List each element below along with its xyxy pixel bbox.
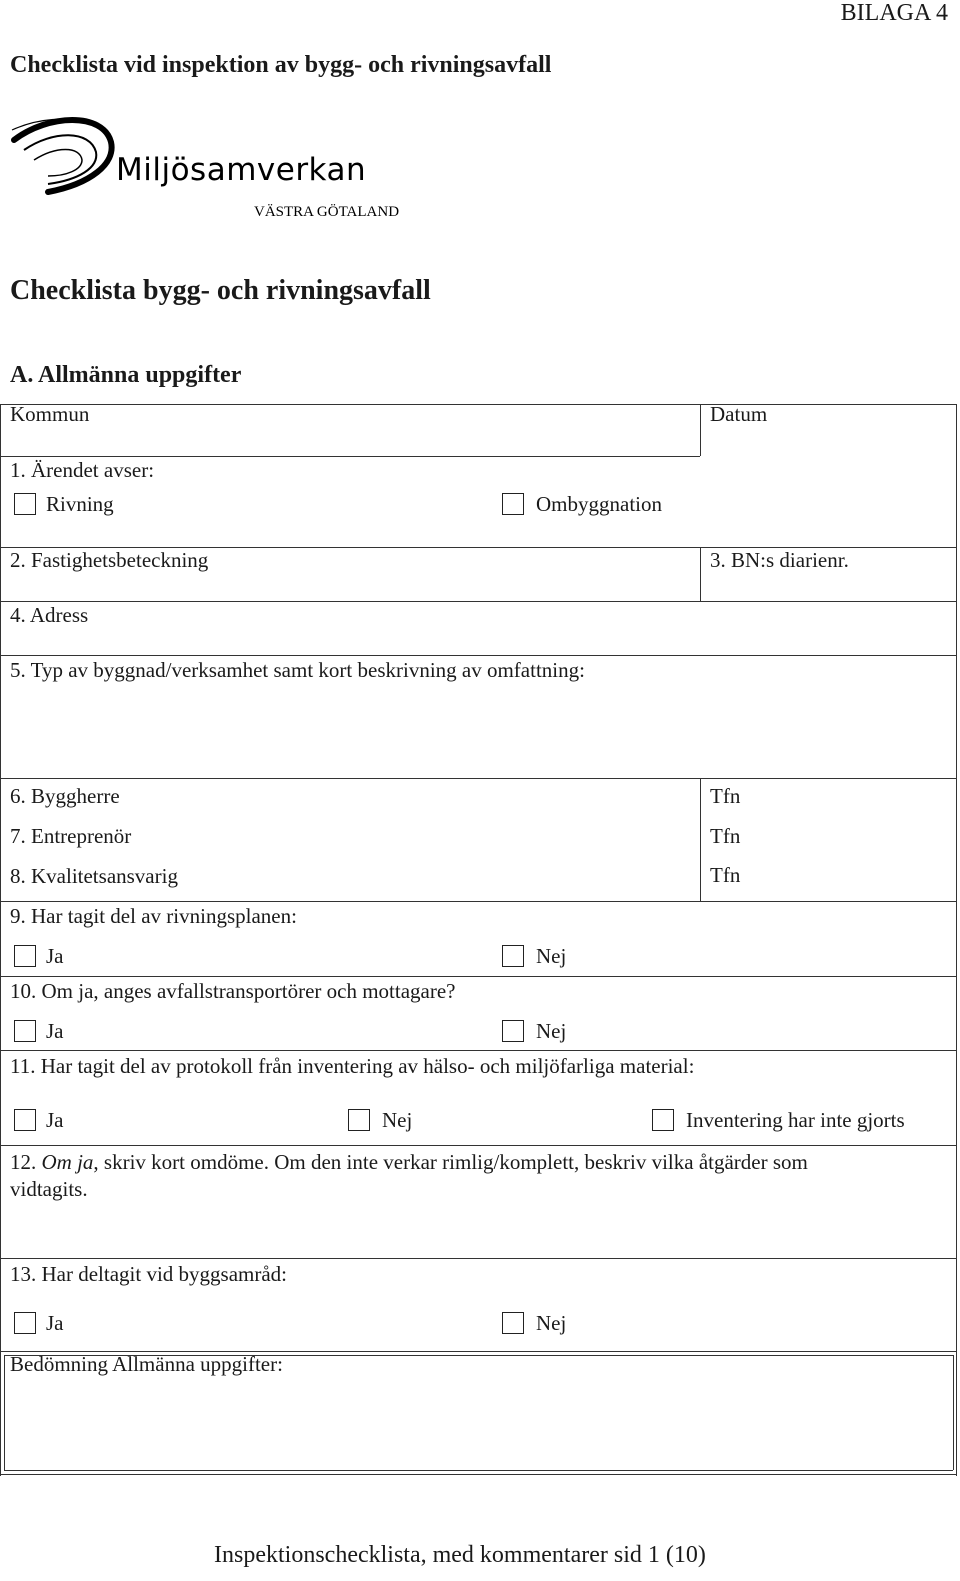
datum-label: Datum	[710, 402, 768, 426]
q11-label: 11. Har tagit del av protokoll från inventering av hälso- och miljöfarliga material:	[10, 1054, 695, 1078]
q9-nej-label: Nej	[536, 944, 567, 968]
q11-nej-checkbox[interactable]	[348, 1109, 370, 1131]
q12-label	[10, 1150, 808, 1175]
q13-nej-label: Nej	[536, 1311, 567, 1335]
rivning-checkbox[interactable]	[14, 493, 36, 515]
form-title: Checklista bygg- och rivningsavfall	[10, 275, 431, 306]
q12-label-line2: vidtagits.	[10, 1177, 88, 1201]
q13-label: 13. Har deltagit vid byggsamråd:	[10, 1262, 288, 1286]
q10-label: 10. Om ja, anges avfallstransportörer och mottagare?	[10, 979, 456, 1003]
q6-tfn-label: Tfn	[710, 784, 741, 808]
q10-ja-label: Ja	[46, 1019, 64, 1043]
appendix-label: BILAGA 4	[840, 0, 948, 26]
ombyggnation-checkbox[interactable]	[502, 493, 524, 515]
q9-label: 9. Har tagit del av rivningsplanen:	[10, 904, 297, 928]
rivning-label: Rivning	[46, 492, 114, 516]
q12-prefix: 12.	[10, 1150, 42, 1174]
document-title: Checklista vid inspektion av bygg- och rivningsavfall	[10, 52, 552, 78]
q4-label: 4. Adress	[10, 603, 89, 627]
q1-label: 1. Ärendet avser:	[10, 458, 155, 482]
kommun-label: Kommun	[10, 402, 90, 426]
q9-ja-checkbox[interactable]	[14, 945, 36, 967]
ombyggnation-label: Ombyggnation	[536, 492, 662, 516]
q11-ja-checkbox[interactable]	[14, 1109, 36, 1131]
assessment-label: Bedömning Allmänna uppgifter:	[10, 1352, 283, 1376]
section-title: A. Allmänna uppgifter	[10, 362, 242, 388]
logo-region: VÄSTRA GÖTALAND	[254, 204, 400, 220]
page-footer: Inspektionschecklista, med kommentarer sid 1 (10)	[214, 1542, 706, 1568]
q8-tfn-label: Tfn	[710, 863, 741, 887]
q5-label: 5. Typ av byggnad/verksamhet samt kort beskrivning av omfattning:	[10, 658, 585, 682]
general-info-form	[0, 404, 957, 1476]
q9-nej-checkbox[interactable]	[502, 945, 524, 967]
q7-tfn-label: Tfn	[710, 824, 741, 848]
q10-ja-checkbox[interactable]	[14, 1020, 36, 1042]
q9-ja-label: Ja	[46, 944, 64, 968]
q11-not-done-checkbox[interactable]	[652, 1109, 674, 1131]
q11-ja-label: Ja	[46, 1108, 64, 1132]
q12-text: , skriv kort omdöme. Om den inte verkar rimlig/komplett, beskriv vilka åtgärder som	[93, 1150, 808, 1174]
q2-label: 2. Fastighetsbeteckning	[10, 548, 209, 572]
q13-ja-checkbox[interactable]	[14, 1312, 36, 1334]
q10-nej-label: Nej	[536, 1019, 567, 1043]
q11-nej-label: Nej	[382, 1108, 413, 1132]
q7-label: 7. Entreprenör	[10, 824, 132, 848]
q3-label: 3. BN:s diarienr.	[710, 548, 849, 572]
q13-ja-label: Ja	[46, 1311, 64, 1335]
q10-nej-checkbox[interactable]	[502, 1020, 524, 1042]
q11-not-done-label: Inventering har inte gjorts	[686, 1108, 905, 1132]
q13-nej-checkbox[interactable]	[502, 1312, 524, 1334]
q12-emphasis: Om ja	[41, 1150, 94, 1174]
q6-label: 6. Byggherre	[10, 784, 120, 808]
q8-label: 8. Kvalitetsansvarig	[10, 864, 178, 888]
logo-wordmark: Miljösamverkan	[116, 152, 367, 188]
